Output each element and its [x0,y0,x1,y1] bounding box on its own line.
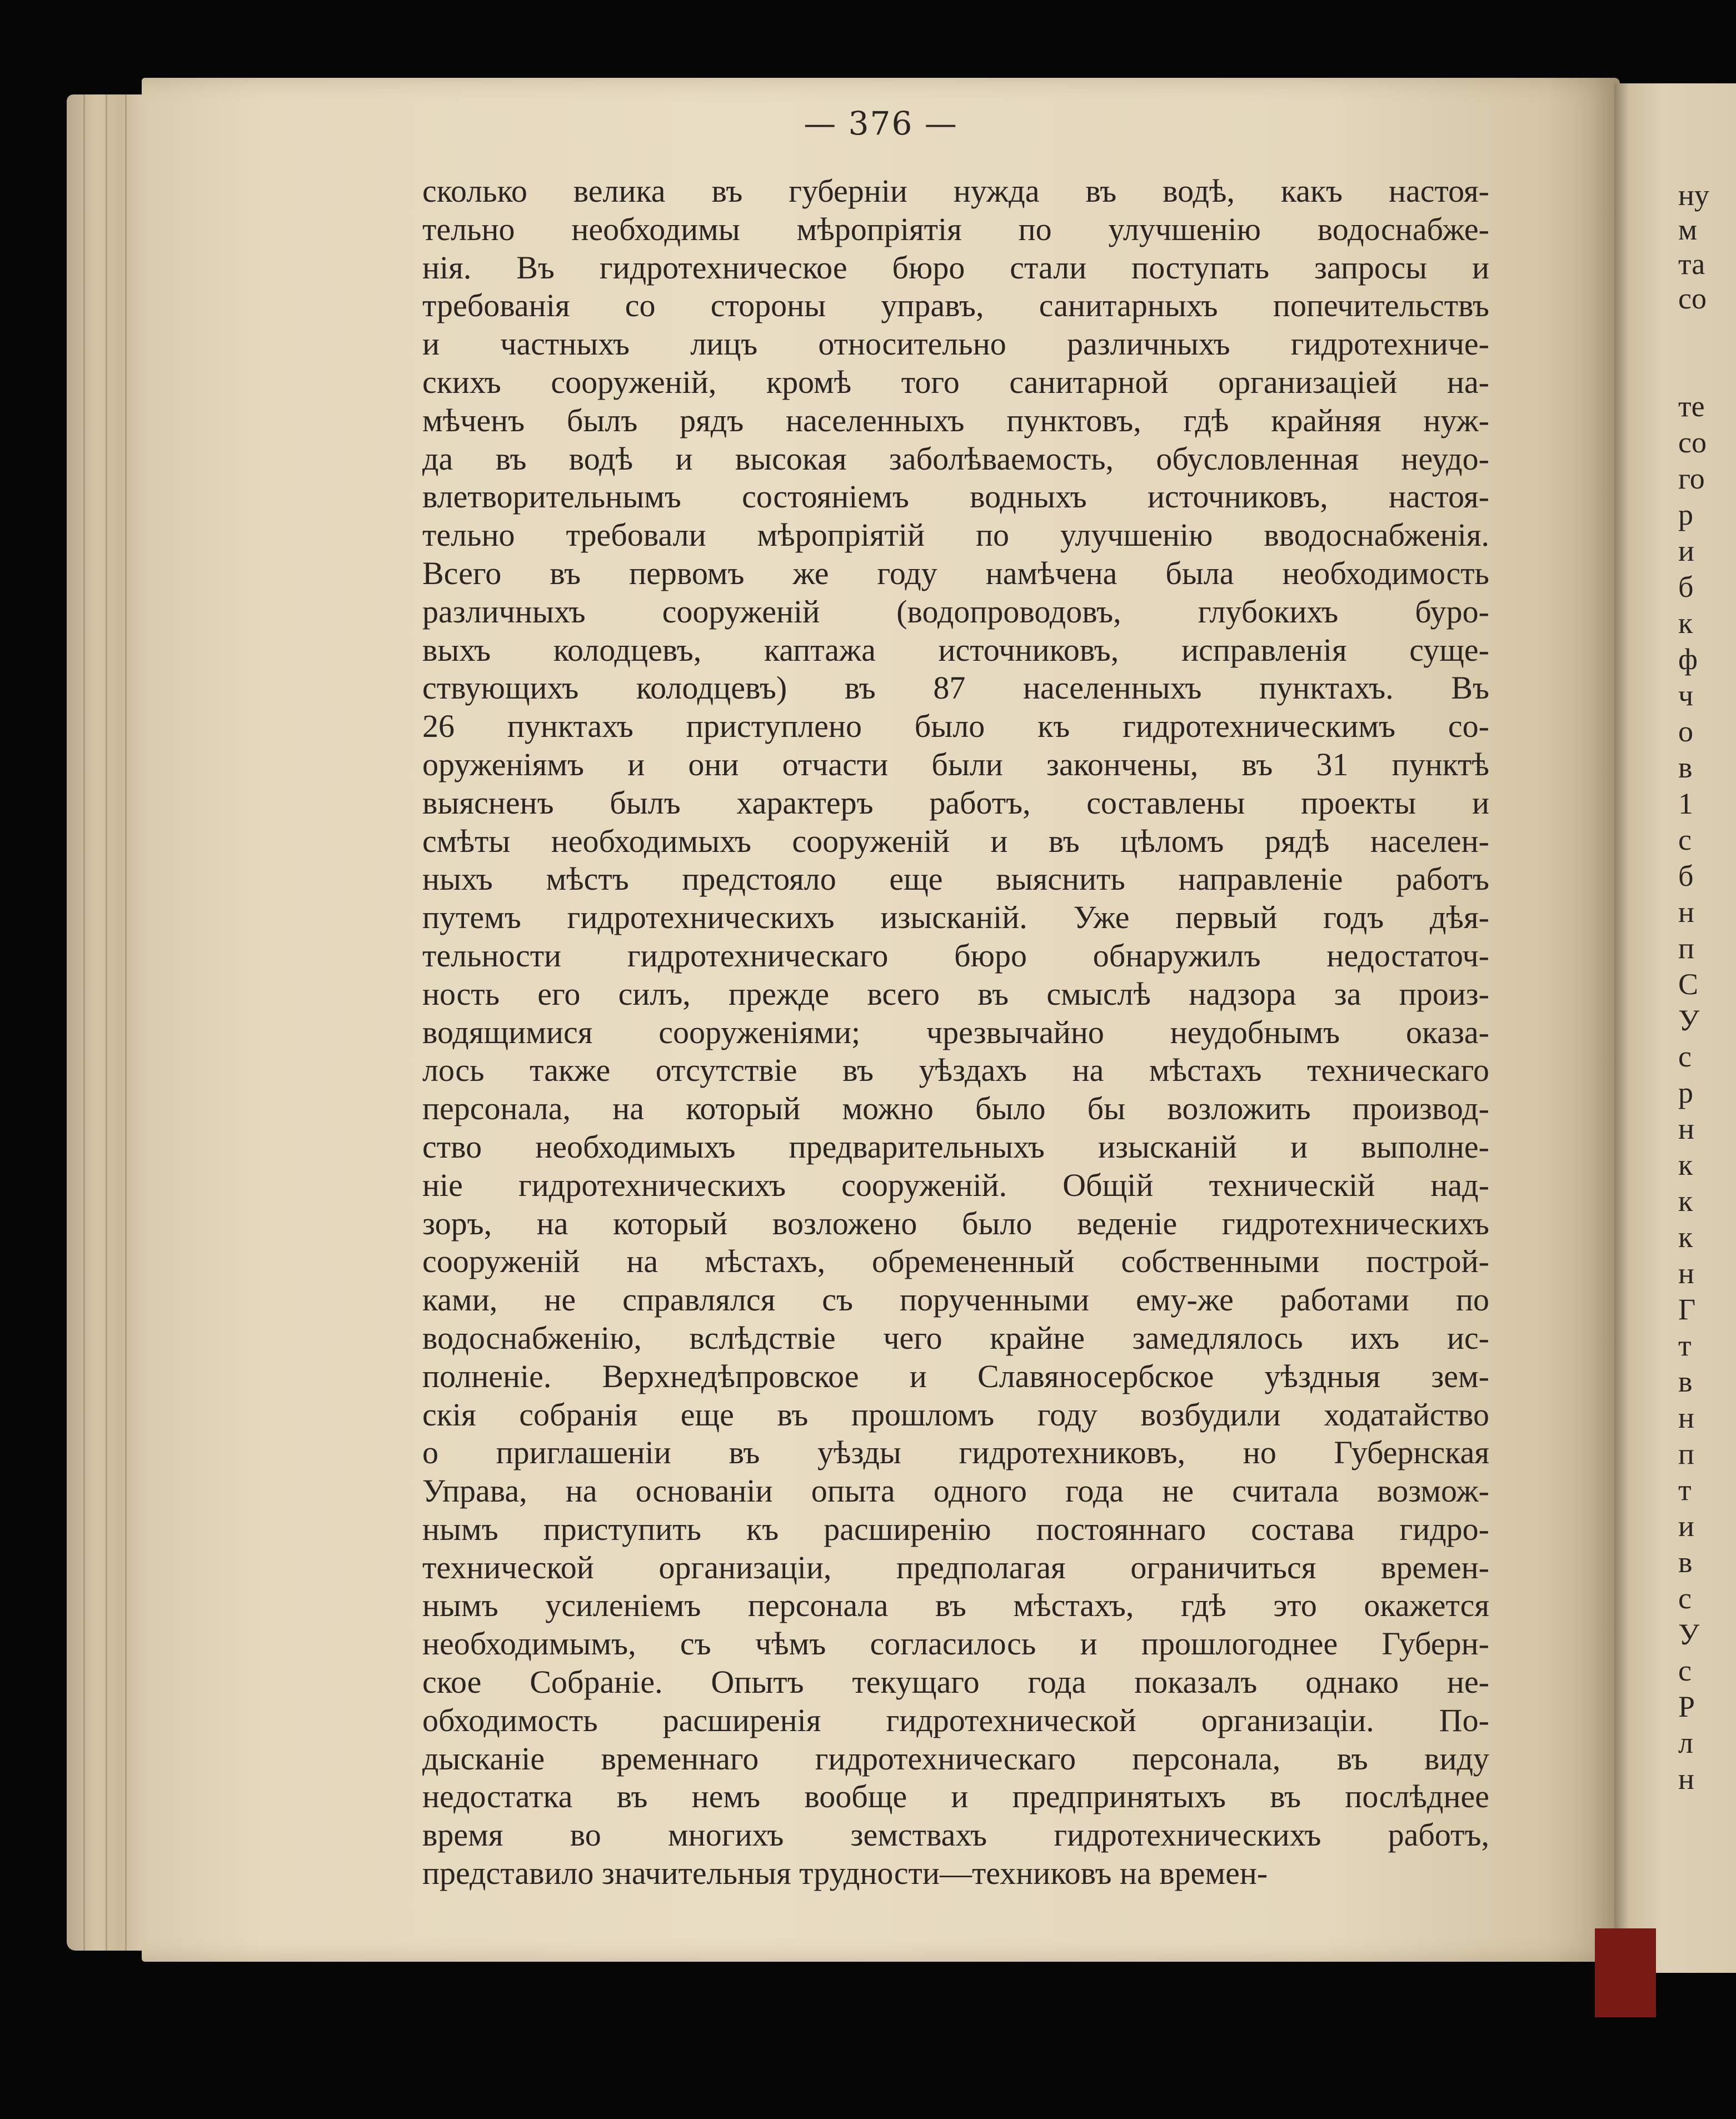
facing-page-fragment: п [1678,931,1694,965]
text-line: нымъ усиленіемъ персонала въ мѣстахъ, гдѣ это окажется [422,1587,1489,1624]
facing-page-fragment: и [1678,1509,1694,1543]
text-line: выясненъ былъ характеръ работъ, составлены проекты и [422,784,1489,821]
text-line: сооруженій на мѣстахъ, обремененный собственными построй- [422,1243,1489,1280]
text-line: да въ водѣ и высокая заболѣваемость, обусловленная неудо- [422,440,1489,477]
facing-page-fragment: п [1678,1437,1694,1470]
facing-page-fragment: б [1678,570,1694,604]
facing-page-fragment: ну [1678,178,1709,212]
text-line: Всего въ первомъ же году намѣчена была необходимость [422,555,1489,591]
text-line: о приглашеніи въ уѣзды гидротехниковъ, но Губернская [422,1434,1489,1471]
facing-page-fragment: к [1678,1184,1693,1218]
text-line: и частныхъ лицъ относительно различныхъ гидротехниче- [422,326,1489,362]
facing-page-fragment: ф [1678,642,1698,676]
facing-page-fragment: в [1678,1365,1693,1398]
text-line: Управа, на основаніи опыта одного года не считала возмож- [422,1473,1489,1509]
text-line: полненіе. Верхнедѣпровское и Славяносербское уѣздныя зем- [422,1358,1489,1394]
text-line: сколько велика въ губерніи нужда въ водѣ, какъ настоя- [422,173,1489,209]
text-line: различныхъ сооруженій (водопроводовъ, глубокихъ буро- [422,593,1489,630]
text-line: мѣченъ былъ рядъ населенныхъ пунктовъ, гдѣ крайняя нуж- [422,402,1489,438]
facing-page-fragment: го [1678,462,1705,495]
text-line: ныхъ мѣстъ предстояло еще выяснить направленіе работъ [422,861,1489,898]
facing-page-fragment: о [1678,715,1693,748]
facing-page-fragment: в [1678,1545,1693,1579]
facing-page-fragment: б [1678,859,1694,893]
text-line: ствующихъ колодцевъ) въ 87 населенныхъ пунктахъ. Въ [422,670,1489,706]
facing-page-fragment: с [1678,823,1692,856]
facing-page-fragment: в [1678,751,1693,784]
page-number: — 376 — [804,104,958,142]
facing-page [1614,83,1736,1973]
facing-page-fragment: и [1678,534,1694,567]
facing-page-fragment: со [1678,426,1707,459]
text-line: скія собранія еще въ прошломъ году возбудили ходатайство [422,1396,1489,1433]
page-body-text [422,172,1489,1893]
facing-page-fragment: т [1678,1329,1692,1362]
facing-page-fragment: м [1678,213,1698,246]
text-line: ство необходимыхъ предварительныхъ изысканій и выполне- [422,1128,1489,1165]
facing-page-fragment: р [1678,1076,1693,1109]
text-line: водоснабженію, вслѣдствіе чего крайне замедлялось ихъ ис- [422,1319,1489,1356]
facing-page-fragment: та [1678,247,1705,281]
text-line: тельно требовали мѣропріятій по улучшенію вводоснабженія. [422,517,1489,554]
text-line: персонала, на который можно было бы возложить производ- [422,1090,1489,1127]
ribbon-bookmark [1595,1928,1656,2017]
text-line: тельности гидротехническаго бюро обнаружилъ недостаточ- [422,937,1489,974]
facing-page-fragment: с [1678,1040,1692,1073]
text-line: ками, не справлялся съ порученными ему-же работами по [422,1282,1489,1318]
facing-page-fragment: ч [1678,679,1694,712]
text-line: недостатка въ немъ вообще и предпринятыхъ въ послѣднее [422,1778,1489,1815]
text-line: дысканіе временнаго гидротехническаго персонала, въ виду [422,1740,1489,1777]
text-line: смѣты необходимыхъ сооруженій и въ цѣломъ рядѣ населен- [422,822,1489,859]
text-line: водящимися сооруженіями; чрезвычайно неудобнымъ оказа- [422,1014,1489,1050]
facing-page-fragment: У [1678,1618,1700,1651]
text-line: требованія со стороны управъ, санитарныхъ попечительствъ [422,287,1489,324]
text-line: представило значительныя трудности—техниковъ на времен- [422,1855,1268,1892]
facing-page-fragment: с [1678,1654,1692,1687]
facing-page-fragment: Р [1678,1690,1695,1723]
text-line: нія. Въ гидротехническое бюро стали поступать запросы и [422,249,1489,286]
text-line: ніе гидротехническихъ сооруженій. Общій техническій над- [422,1166,1489,1203]
text-line: лось также отсутствіе въ уѣздахъ на мѣстахъ техническаго [422,1052,1489,1089]
text-line: путемъ гидротехническихъ изысканій. Уже первый годъ дѣя- [422,899,1489,936]
facing-page-fragment: н [1678,1112,1694,1145]
facing-page-fragment: т [1678,1473,1692,1507]
text-line: влетворительнымъ состояніемъ водныхъ источниковъ, настоя- [422,478,1489,515]
facing-page-fragment: н [1678,895,1694,929]
facing-page-fragment: Г [1678,1293,1696,1326]
text-line: тельно необходимы мѣропріятія по улучшенію водоснабже- [422,211,1489,247]
text-line: ское Собраніе. Опытъ текущаго года показалъ однако не- [422,1664,1489,1701]
facing-page-fragment: к [1678,606,1693,640]
facing-page-fragment: с [1678,1582,1692,1615]
text-line: зоръ, на который возложено было веденіе гидротехническихъ [422,1205,1489,1242]
facing-page-fragment: со [1678,282,1707,315]
facing-page-fragment: У [1678,1004,1700,1037]
text-line: нымъ приступить къ расширенію постояннаго состава гидро- [422,1510,1489,1547]
facing-page-fragment: к [1678,1220,1693,1254]
text-line: скихъ сооруженій, кромѣ того санитарной организаціей на- [422,363,1489,400]
facing-page-fragment: н [1678,1401,1694,1434]
facing-page-fragment: те [1678,390,1705,423]
text-line: обходимость расширенія гидротехнической организаціи. По- [422,1702,1489,1738]
text-line: 26 пунктахъ приступлено было къ гидротехническимъ со- [422,708,1489,745]
facing-page-fragment: н [1678,1762,1694,1796]
facing-page-fragment: н [1678,1257,1694,1290]
text-line: время во многихъ земствахъ гидротехническихъ работъ, [422,1817,1489,1853]
facing-page-fragment: р [1678,498,1693,531]
facing-page-fragment: к [1678,1148,1693,1181]
text-line: выхъ колодцевъ, каптажа источниковъ, исправленія суще- [422,631,1489,668]
facing-page-fragment: 1 [1678,787,1693,820]
text-line: технической организаціи, предполагая ограничиться времен- [422,1549,1489,1585]
text-line: необходимымъ, съ чѣмъ согласилось и прошлогоднее Губерн- [422,1626,1489,1662]
facing-page-fragment: С [1678,968,1699,1001]
facing-page-fragment: л [1678,1726,1693,1759]
text-line: ность его силъ, прежде всего въ смыслѣ надзора за произ- [422,975,1489,1012]
text-line: оруженіямъ и они отчасти были закончены, въ 31 пунктѣ [422,746,1489,782]
